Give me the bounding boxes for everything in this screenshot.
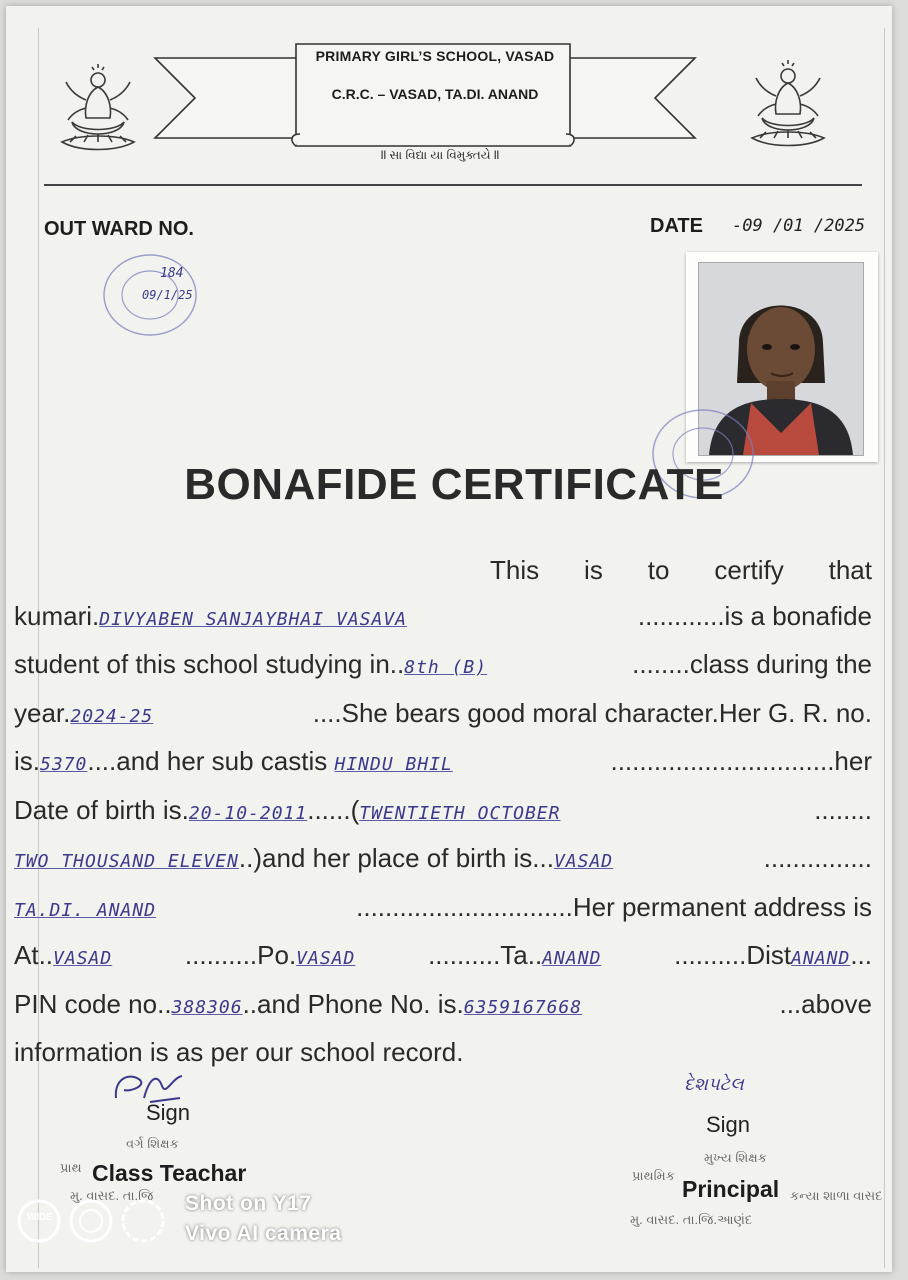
watermark-line-2: Vivo AI camera	[185, 1222, 342, 1245]
academic-year: 2024-25	[70, 705, 154, 727]
text: ........class during the	[632, 649, 872, 679]
body-line-5	[14, 739, 872, 788]
phone-number: 6359167668	[463, 996, 583, 1018]
body-line-11: information is as per our school record.	[14, 1037, 464, 1067]
sub-caste: HINDU BHIL	[334, 754, 453, 775]
principal-stamp-line-3: કન્યા શાળા વાસદ	[790, 1188, 883, 1203]
principal-stamp-line-2: પ્રાથમિક	[632, 1168, 675, 1183]
address-at: VASAD	[53, 948, 113, 969]
text: student of this school studying in..	[14, 649, 405, 679]
student-name: DIVYABEN SANJAYBHAI VASAVA	[99, 608, 408, 630]
text: PIN code no..	[14, 988, 172, 1019]
stamp-date: 09/1/25	[142, 288, 193, 302]
class-teacher-stamp-line-3: મુ. વાસદ. તા.જિ	[70, 1188, 154, 1203]
body-line-7	[14, 836, 872, 885]
stamp-number: 184	[160, 266, 184, 281]
dob-words-2: TWO THOUSAND ELEVEN	[14, 851, 239, 872]
body-line-1	[14, 548, 872, 594]
principal-stamp-line-4: મુ. વાસદ. તા.જિ.આણંદ	[630, 1212, 753, 1227]
body-line-10	[14, 982, 872, 1031]
body-line-9	[14, 933, 872, 982]
body-line-3	[14, 642, 872, 691]
address-taluka: ANAND	[542, 948, 602, 969]
address-district: ANAND	[791, 948, 851, 969]
body-line-4	[14, 691, 872, 740]
place-of-birth: VASAD	[553, 851, 614, 872]
principal-signature: દેશપટેલ	[684, 1074, 744, 1094]
student-standard: 8th (B)	[404, 657, 488, 678]
text: is.	[14, 746, 40, 776]
text: ...above	[779, 988, 872, 1019]
outward-stamp	[100, 250, 200, 340]
date-value: -09 /01 /2025	[732, 216, 866, 236]
watermark-line-1: Shot on Y17	[185, 1192, 312, 1215]
class-teacher-sign-label: Sign	[146, 1100, 191, 1125]
wide-badge: WIDE	[26, 1212, 54, 1223]
certificate-body	[14, 548, 872, 1076]
text: year.	[14, 697, 71, 728]
class-teacher-stamp-line-1: વર્ગ શિક્ષક	[126, 1136, 179, 1151]
outward-no-label: OUT WARD NO.	[44, 218, 194, 240]
saraswati-emblem-right	[740, 58, 835, 153]
header-divider	[44, 184, 862, 186]
gr-number: 5370	[40, 754, 88, 775]
class-teacher-role: Class Teachar	[92, 1160, 247, 1186]
word: to	[647, 555, 670, 585]
text: ....She bears good moral character.Her G. R. no.	[312, 697, 872, 728]
word: is	[584, 555, 603, 585]
principal-sign-label: Sign	[706, 1112, 751, 1137]
word: This	[490, 555, 540, 585]
school-name: PRIMARY GIRL’S SCHOOL, VASAD	[315, 48, 555, 64]
word: that	[828, 555, 872, 585]
text: ......(	[307, 794, 360, 825]
crc-address: C.R.C. – VASAD, TA.DI. ANAND	[331, 86, 539, 102]
place-of-birth-taluka: TA.DI. ANAND	[14, 899, 157, 921]
body-line-8	[14, 885, 872, 934]
dob-words-1: TWENTIETH OCTOBER	[359, 802, 561, 824]
text: ...............................her	[610, 746, 872, 776]
principal-stamp-line-1: મુખ્ય શિક્ષક	[704, 1150, 767, 1165]
text: ....and her sub castis	[87, 746, 328, 776]
text: At..	[14, 940, 54, 970]
text: ..........Ta..	[428, 940, 543, 970]
word: certify	[714, 555, 784, 585]
text: Date of birth is.	[14, 794, 189, 825]
school-motto: ll સા વિદ્યા યા વિમુક્તયે ll	[380, 148, 500, 162]
text: ...	[850, 940, 872, 970]
body-line-2	[14, 594, 872, 643]
text: ..and Phone No. is.	[242, 988, 464, 1019]
text: kumari.	[14, 600, 100, 631]
date-label: DATE	[650, 215, 703, 237]
address-po: VASAD	[296, 948, 356, 969]
principal-role: Principal	[682, 1176, 780, 1202]
certificate-title: BONAFIDE CERTIFICATE	[184, 460, 724, 509]
text: ..............................Her permanent address is	[356, 891, 872, 922]
text: ........	[814, 794, 872, 825]
class-teacher-stamp-line-2: પ્રાથ	[60, 1160, 82, 1175]
text: ..)and her place of birth is...	[238, 843, 554, 873]
date-of-birth: 20-10-2011	[188, 802, 308, 824]
pin-code: 388306	[171, 996, 243, 1018]
text: ...............	[763, 843, 872, 873]
saraswati-emblem-left	[50, 62, 145, 157]
text: ..........Dist	[674, 940, 792, 970]
text: ............is a bonafide	[637, 600, 872, 631]
body-line-6	[14, 788, 872, 837]
text: ..........Po.	[184, 940, 297, 970]
